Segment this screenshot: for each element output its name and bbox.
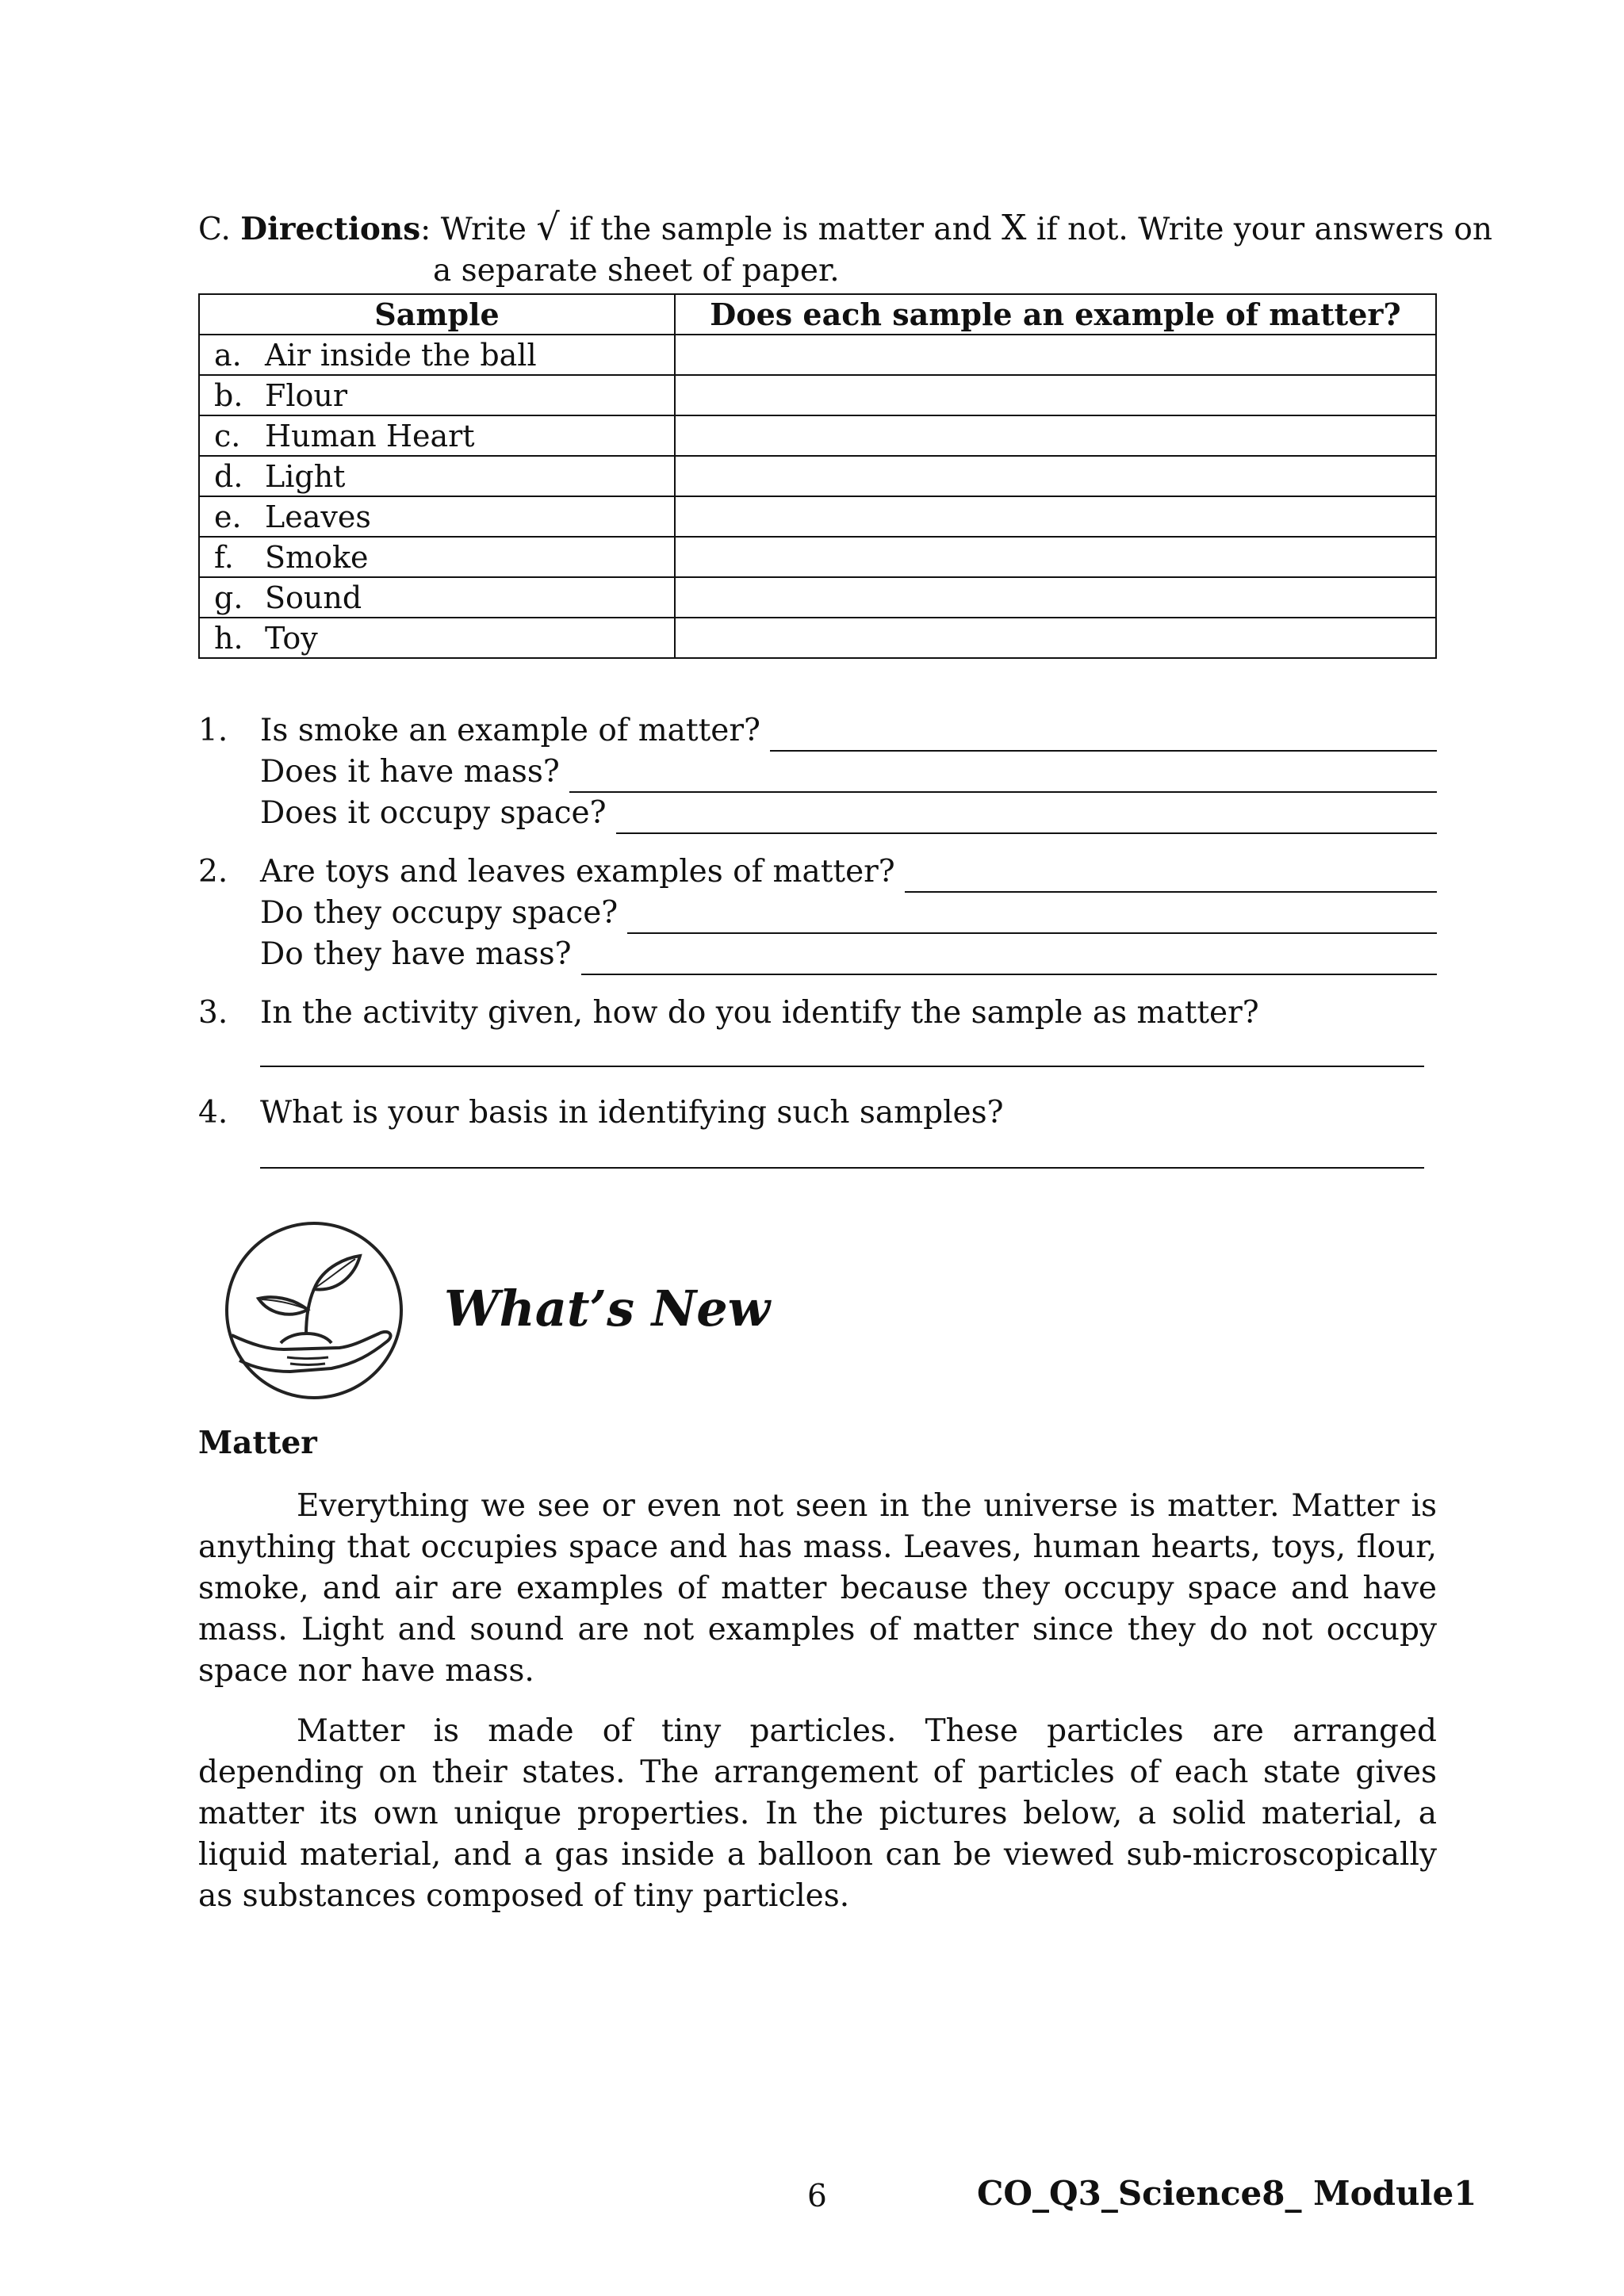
row-letter: e. (214, 499, 242, 534)
answer-blank[interactable] (260, 1066, 1424, 1067)
question-text: Do they occupy space? (260, 895, 619, 931)
answer-blank[interactable] (569, 760, 1437, 793)
table-row (199, 577, 1436, 618)
table-row (199, 335, 1436, 375)
table-row (199, 618, 1436, 658)
header-matter: Does each sample an example of matter? (675, 294, 1436, 335)
answer-cell[interactable] (675, 496, 1436, 537)
answer-cell[interactable] (675, 415, 1436, 456)
table-row (199, 496, 1436, 537)
row-sample: Light (265, 458, 346, 494)
section-subheading: Matter (198, 1425, 317, 1461)
row-sample: Toy (265, 620, 318, 656)
table-row (199, 415, 1436, 456)
section-title: What’s New (444, 1280, 771, 1337)
question-1-sub-2 (198, 793, 1437, 834)
question-4 (198, 1093, 1437, 1134)
answer-cell[interactable] (675, 335, 1436, 375)
answer-blank[interactable] (581, 942, 1438, 975)
directions-letter: C. (198, 212, 231, 247)
x-symbol: X (1002, 208, 1027, 248)
answer-blank[interactable] (905, 859, 1437, 893)
directions-text-1: : Write (420, 212, 527, 247)
directions-label: Directions (240, 211, 421, 247)
check-symbol: √ (536, 205, 560, 248)
directions-text-2: if the sample is matter and (569, 212, 992, 247)
row-letter: a. (214, 337, 242, 373)
question-number: 2. (198, 854, 228, 890)
question-3 (198, 993, 1437, 1034)
question-text: Do they have mass? (260, 936, 572, 972)
row-letter: f. (214, 539, 234, 575)
table-header-row (199, 294, 1436, 335)
answer-cell[interactable] (675, 456, 1436, 496)
answer-cell[interactable] (675, 537, 1436, 577)
row-letter: c. (214, 418, 241, 453)
answer-cell[interactable] (675, 577, 1436, 618)
answer-blank[interactable] (627, 901, 1437, 934)
question-text: In the activity given, how do you identify the sample as matter? (260, 995, 1259, 1031)
question-text: Does it occupy space? (260, 795, 607, 831)
question-number: 1. (198, 713, 228, 748)
module-code: CO_Q3_Science8_ Module1 (977, 2174, 1477, 2213)
row-sample: Human Heart (265, 418, 475, 453)
question-text: Does it have mass? (260, 754, 560, 790)
row-sample: Flour (265, 377, 348, 413)
row-letter: g. (214, 580, 243, 615)
question-2-sub-2 (198, 934, 1437, 975)
paragraph-1: Everything we see or even not seen in the universe is matter. Matter is anything that occupies space and has mass. Leaves, human hearts, toys, flour, smoke, and air are examples of matter because they occupy space and have mass. Light and sound are not examples of matter since they do not occupy space nor have mass. (198, 1488, 1437, 1689)
question-1-sub-1 (198, 752, 1437, 793)
question-text: Are toys and leaves examples of matter? (260, 854, 895, 890)
table-row (199, 375, 1436, 415)
answer-blank[interactable] (770, 718, 1437, 752)
question-2 (198, 851, 1437, 893)
directions-line-2: a separate sheet of paper. (433, 253, 840, 289)
row-letter: b. (214, 377, 243, 413)
question-number: 4. (198, 1095, 228, 1131)
question-1 (198, 710, 1437, 752)
answer-cell[interactable] (675, 375, 1436, 415)
matter-table (198, 293, 1437, 659)
question-2-sub-1 (198, 893, 1437, 934)
row-sample: Leaves (265, 499, 371, 534)
table-row (199, 537, 1436, 577)
row-sample: Sound (265, 580, 362, 615)
page-number: 6 (807, 2179, 827, 2214)
answer-cell[interactable] (675, 618, 1436, 658)
row-sample: Smoke (265, 539, 369, 575)
question-text: Is smoke an example of matter? (260, 713, 760, 748)
row-letter: h. (214, 620, 243, 656)
directions (198, 206, 1492, 251)
directions-text-3: if not. Write your answers on (1036, 212, 1492, 247)
paragraph-2: Matter is made of tiny particles. These particles are arranged depending on their states. The arrangement of particles of each state gives matter its own unique properties. In the pictures below, a solid material, a liquid material, and a gas inside a balloon can be viewed sub-microscopically as substances composed of tiny particles. (198, 1713, 1437, 1914)
question-number: 3. (198, 995, 228, 1031)
hand-with-plant-icon (220, 1216, 408, 1405)
table-row (199, 456, 1436, 496)
answer-blank[interactable] (260, 1167, 1424, 1169)
question-text: What is your basis in identifying such samples? (260, 1095, 1004, 1131)
row-sample: Air inside the ball (265, 337, 537, 373)
header-sample: Sample (199, 294, 675, 335)
row-letter: d. (214, 458, 243, 494)
answer-blank[interactable] (616, 801, 1437, 834)
